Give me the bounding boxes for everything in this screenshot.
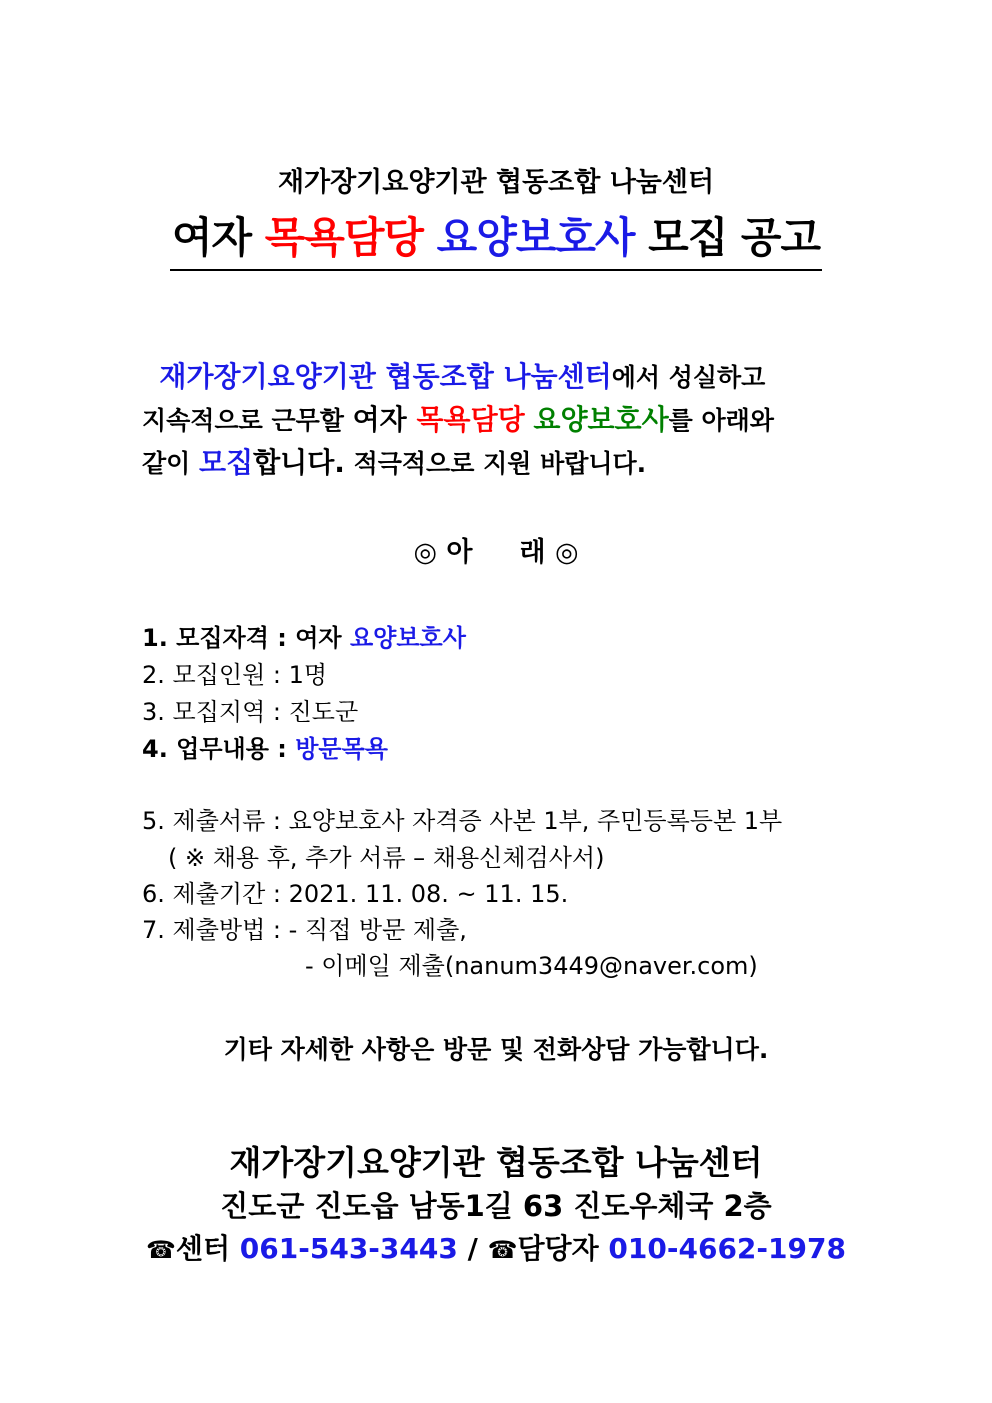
footer-phones: ☎센터 061-543-3443 / ☎담당자 010-4662-1978 bbox=[146, 1232, 846, 1265]
intro-line-1: 재가장기요양기관 협동조합 나눔센터에서 성실하고 bbox=[159, 360, 766, 393]
footer-organization: 재가장기요양기관 협동조합 나눔센터 bbox=[229, 1143, 763, 1182]
intro-line-3: 같이 모집합니다. 적극적으로 지원 바랍니다. bbox=[142, 446, 647, 479]
item-duties: 4. 업무내용 : 방문목욕 bbox=[142, 735, 388, 763]
item-documents: 5. 제출서류 : 요양보호사 자격증 사본 1부, 주민등록등본 1부 bbox=[142, 807, 783, 835]
footer-address: 진도군 진도읍 남동1길 63 진도우체국 2층 bbox=[220, 1189, 772, 1223]
phone-icon: ☎ bbox=[487, 1236, 518, 1264]
item-method: 7. 제출방법 : - 직접 방문 제출, bbox=[142, 916, 467, 944]
title-part-women: 여자 bbox=[171, 213, 265, 262]
center-phone: 061-543-3443 bbox=[239, 1232, 458, 1265]
notice-heading: ◎ 아 래 ◎ bbox=[413, 537, 579, 568]
item-region: 3. 모집지역 : 진도군 bbox=[142, 698, 359, 726]
title-part-recruit: 모집 공고 bbox=[634, 213, 821, 262]
notice-title bbox=[170, 205, 822, 271]
item-method-email: - 이메일 제출(nanum3449@naver.com) bbox=[305, 952, 758, 980]
title-part-caregiver: 요양보호사 bbox=[436, 213, 635, 262]
staff-phone: 010-4662-1978 bbox=[608, 1232, 846, 1265]
closing-note: 기타 자세한 사항은 방문 및 전화상담 가능합니다. bbox=[223, 1035, 769, 1064]
item-qualification: 1. 모집자격 : 여자 요양보호사 bbox=[142, 624, 466, 652]
intro-line-2: 지속적으로 근무할 여자 목욕담당 요양보호사를 아래와 bbox=[142, 403, 774, 436]
organization-header: 재가장기요양기관 협동조합 나눔센터 bbox=[277, 167, 715, 198]
item-headcount: 2. 모집인원 : 1명 bbox=[142, 661, 328, 689]
phone-icon: ☎ bbox=[146, 1236, 176, 1264]
item-documents-note: ( ※ 채용 후, 추가 서류 – 채용신체검사서) bbox=[168, 844, 605, 872]
title-wrapper bbox=[0, 205, 992, 271]
item-period: 6. 제출기간 : 2021. 11. 08. ~ 11. 15. bbox=[142, 880, 569, 908]
title-part-bath: 목욕담당 bbox=[264, 213, 424, 262]
